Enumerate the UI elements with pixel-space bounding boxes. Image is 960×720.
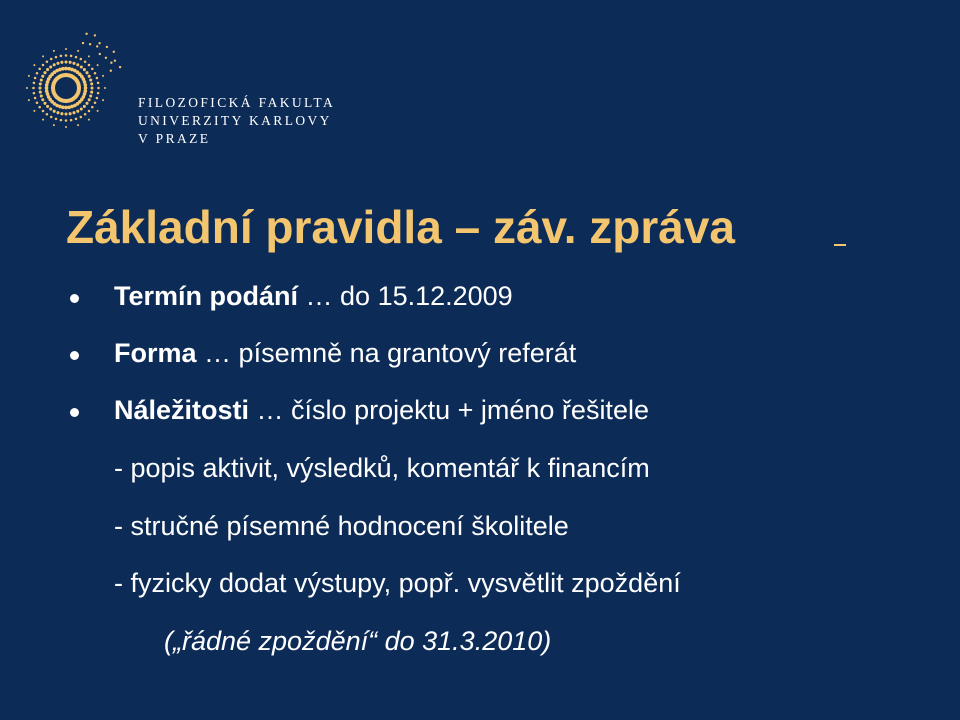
bullet-dot-3 [70, 408, 79, 417]
faculty-name [138, 94, 335, 148]
slide-title: Základní pravidla – záv. zpráva [66, 201, 735, 253]
faculty-name-line-1: FILOZOFICKÁ FAKULTA [138, 95, 336, 110]
item-label: Náležitosti [114, 395, 250, 425]
item-text: číslo projektu + jméno řešitele [291, 395, 649, 425]
bullet-item-requirements [114, 393, 649, 427]
sun-emblem-icon [22, 12, 152, 142]
item-text: písemně na grantový referát [238, 338, 577, 368]
item-separator: … [298, 281, 341, 311]
bullet-item-form [114, 336, 576, 370]
subline-outputs: - fyzicky dodat výstupy, popř. vysvětlit zpoždění [114, 568, 681, 598]
delay-note: („řádné zpoždění“ do 31.3.2010) [164, 626, 552, 656]
faculty-name-line-3: V PRAZE [138, 131, 211, 146]
item-label: Forma [114, 338, 197, 368]
item-separator: … [249, 395, 292, 425]
bullet-dot-2 [70, 351, 79, 360]
item-separator: … [196, 338, 239, 368]
subline-activities: - popis aktivit, výsledků, komentář k financím [114, 453, 650, 483]
faculty-name-line-2: UNIVERZITY KARLOVY [138, 113, 332, 128]
faculty-logo [22, 12, 352, 152]
bullet-item-deadline [114, 279, 513, 313]
bullet-dot-1 [70, 294, 79, 303]
title-underline-mark [834, 244, 846, 246]
item-text: do 15.12.2009 [340, 281, 513, 311]
item-label: Termín podání [114, 281, 299, 311]
subline-evaluation: - stručné písemné hodnocení školitele [114, 511, 569, 541]
